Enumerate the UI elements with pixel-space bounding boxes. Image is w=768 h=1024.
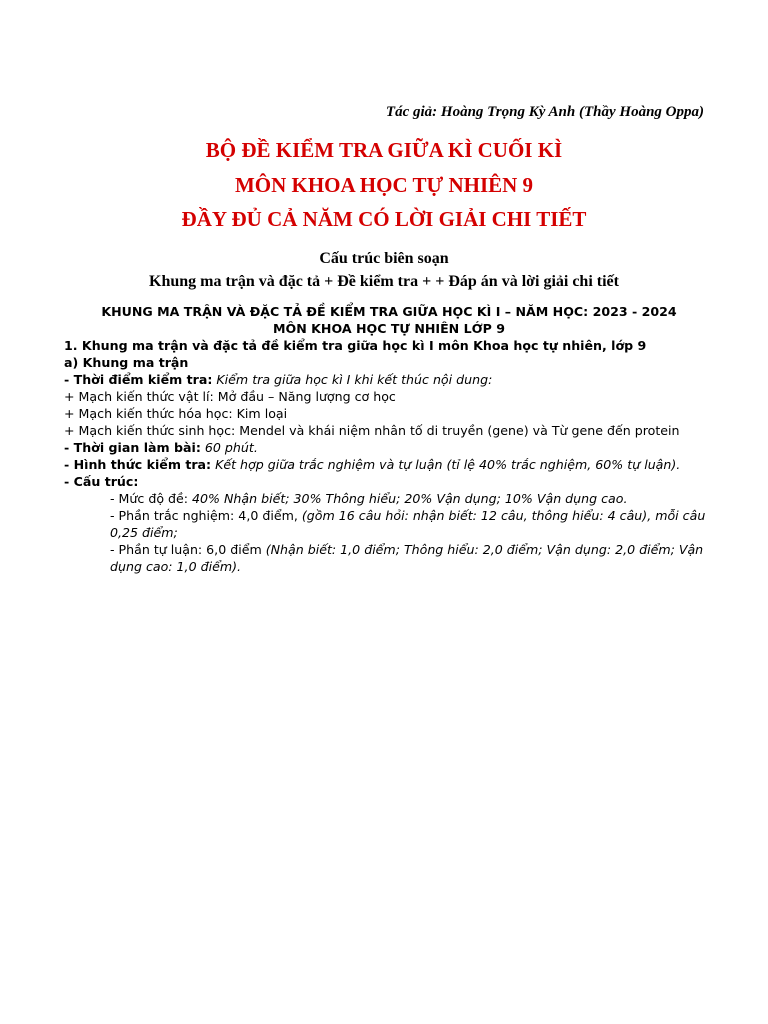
duration-value: 60 phút. [200, 440, 258, 455]
essay-prefix: - Phần tự luận: 6,0 điểm [110, 542, 266, 557]
multiple-choice-prefix: - Phần trắc nghiệm: 4,0 điểm, [110, 508, 302, 523]
essay-row [64, 541, 714, 575]
multiple-choice-value: (gồm 16 câu hỏi: nhận biết: 12 câu, thông hiểu: 4 câu), mỗi câu 0,25 điểm; [110, 508, 706, 540]
main-title-line-2: MÔN KHOA HỌC TỰ NHIÊN 9 [234, 173, 534, 197]
main-title-line-1: BỘ ĐỀ KIỂM TRA GIỮA KÌ CUỐI KÌ [205, 138, 563, 162]
section-1-heading: 1. Khung ma trận và đặc tả đề kiểm tra giữa học kì I môn Khoa học tự nhiên, lớp 9 [64, 338, 647, 353]
exam-time-value: Kiểm tra giữa học kì I khi kết thúc nội dung: [212, 372, 493, 387]
author-line: Tác giả: Hoàng Trọng Kỳ Anh (Thầy Hoàng Oppa) [385, 104, 704, 120]
difficulty-level-prefix: - Mức độ đề: [110, 491, 193, 506]
structure-line: Khung ma trận và đặc tả + Đề kiểm tra + + Đáp án và lời giải chi tiết [149, 273, 619, 290]
duration-label: - Thời gian làm bài: [64, 440, 201, 455]
topic-biology: + Mạch kiến thức sinh học: Mendel và khái niệm nhân tố di truyền (gene) và Từ gene đến protein [64, 423, 680, 438]
difficulty-level-value: 40% Nhận biết; 30% Thông hiểu; 20% Vận dụng; 10% Vận dụng cao. [192, 491, 628, 506]
topic-chemistry: + Mạch kiến thức hóa học: Kim loại [64, 406, 288, 421]
multiple-choice-row [64, 507, 714, 541]
essay-value: (Nhận biết: 1,0 điểm; Thông hiểu: 2,0 điểm; Vận dụng: 2,0 điểm; Vận dụng cao: 1,0 điểm). [110, 542, 704, 574]
exam-time-row [64, 371, 714, 388]
structure-heading: Cấu trúc biên soạn [319, 250, 449, 267]
exam-time-label: - Thời điểm kiểm tra: [64, 372, 213, 387]
exam-form-row [64, 456, 714, 473]
document-body [64, 303, 714, 575]
duration-row [64, 439, 714, 456]
difficulty-level-row [64, 490, 714, 507]
section-a-heading: a) Khung ma trận [64, 355, 189, 370]
exam-form-label: - Hình thức kiểm tra: [64, 457, 212, 472]
matrix-header-1: KHUNG MA TRẬN VÀ ĐẶC TẢ ĐỀ KIỂM TRA GIỮA HỌC KÌ I – NĂM HỌC: 2023 - 2024 [101, 304, 677, 319]
exam-form-value: Kết hợp giữa trắc nghiệm và tự luận (tỉ lệ 40% trắc nghiệm, 60% tự luận). [211, 457, 681, 472]
main-title-line-3: ĐẦY ĐỦ CẢ NĂM CÓ LỜI GIẢI CHI TIẾT [181, 207, 587, 231]
structure-label: - Cấu trúc: [64, 474, 139, 489]
topic-physics: + Mạch kiến thức vật lí: Mở đầu – Năng lượng cơ học [64, 389, 396, 404]
matrix-header-2: MÔN KHOA HỌC TỰ NHIÊN LỚP 9 [272, 321, 506, 336]
